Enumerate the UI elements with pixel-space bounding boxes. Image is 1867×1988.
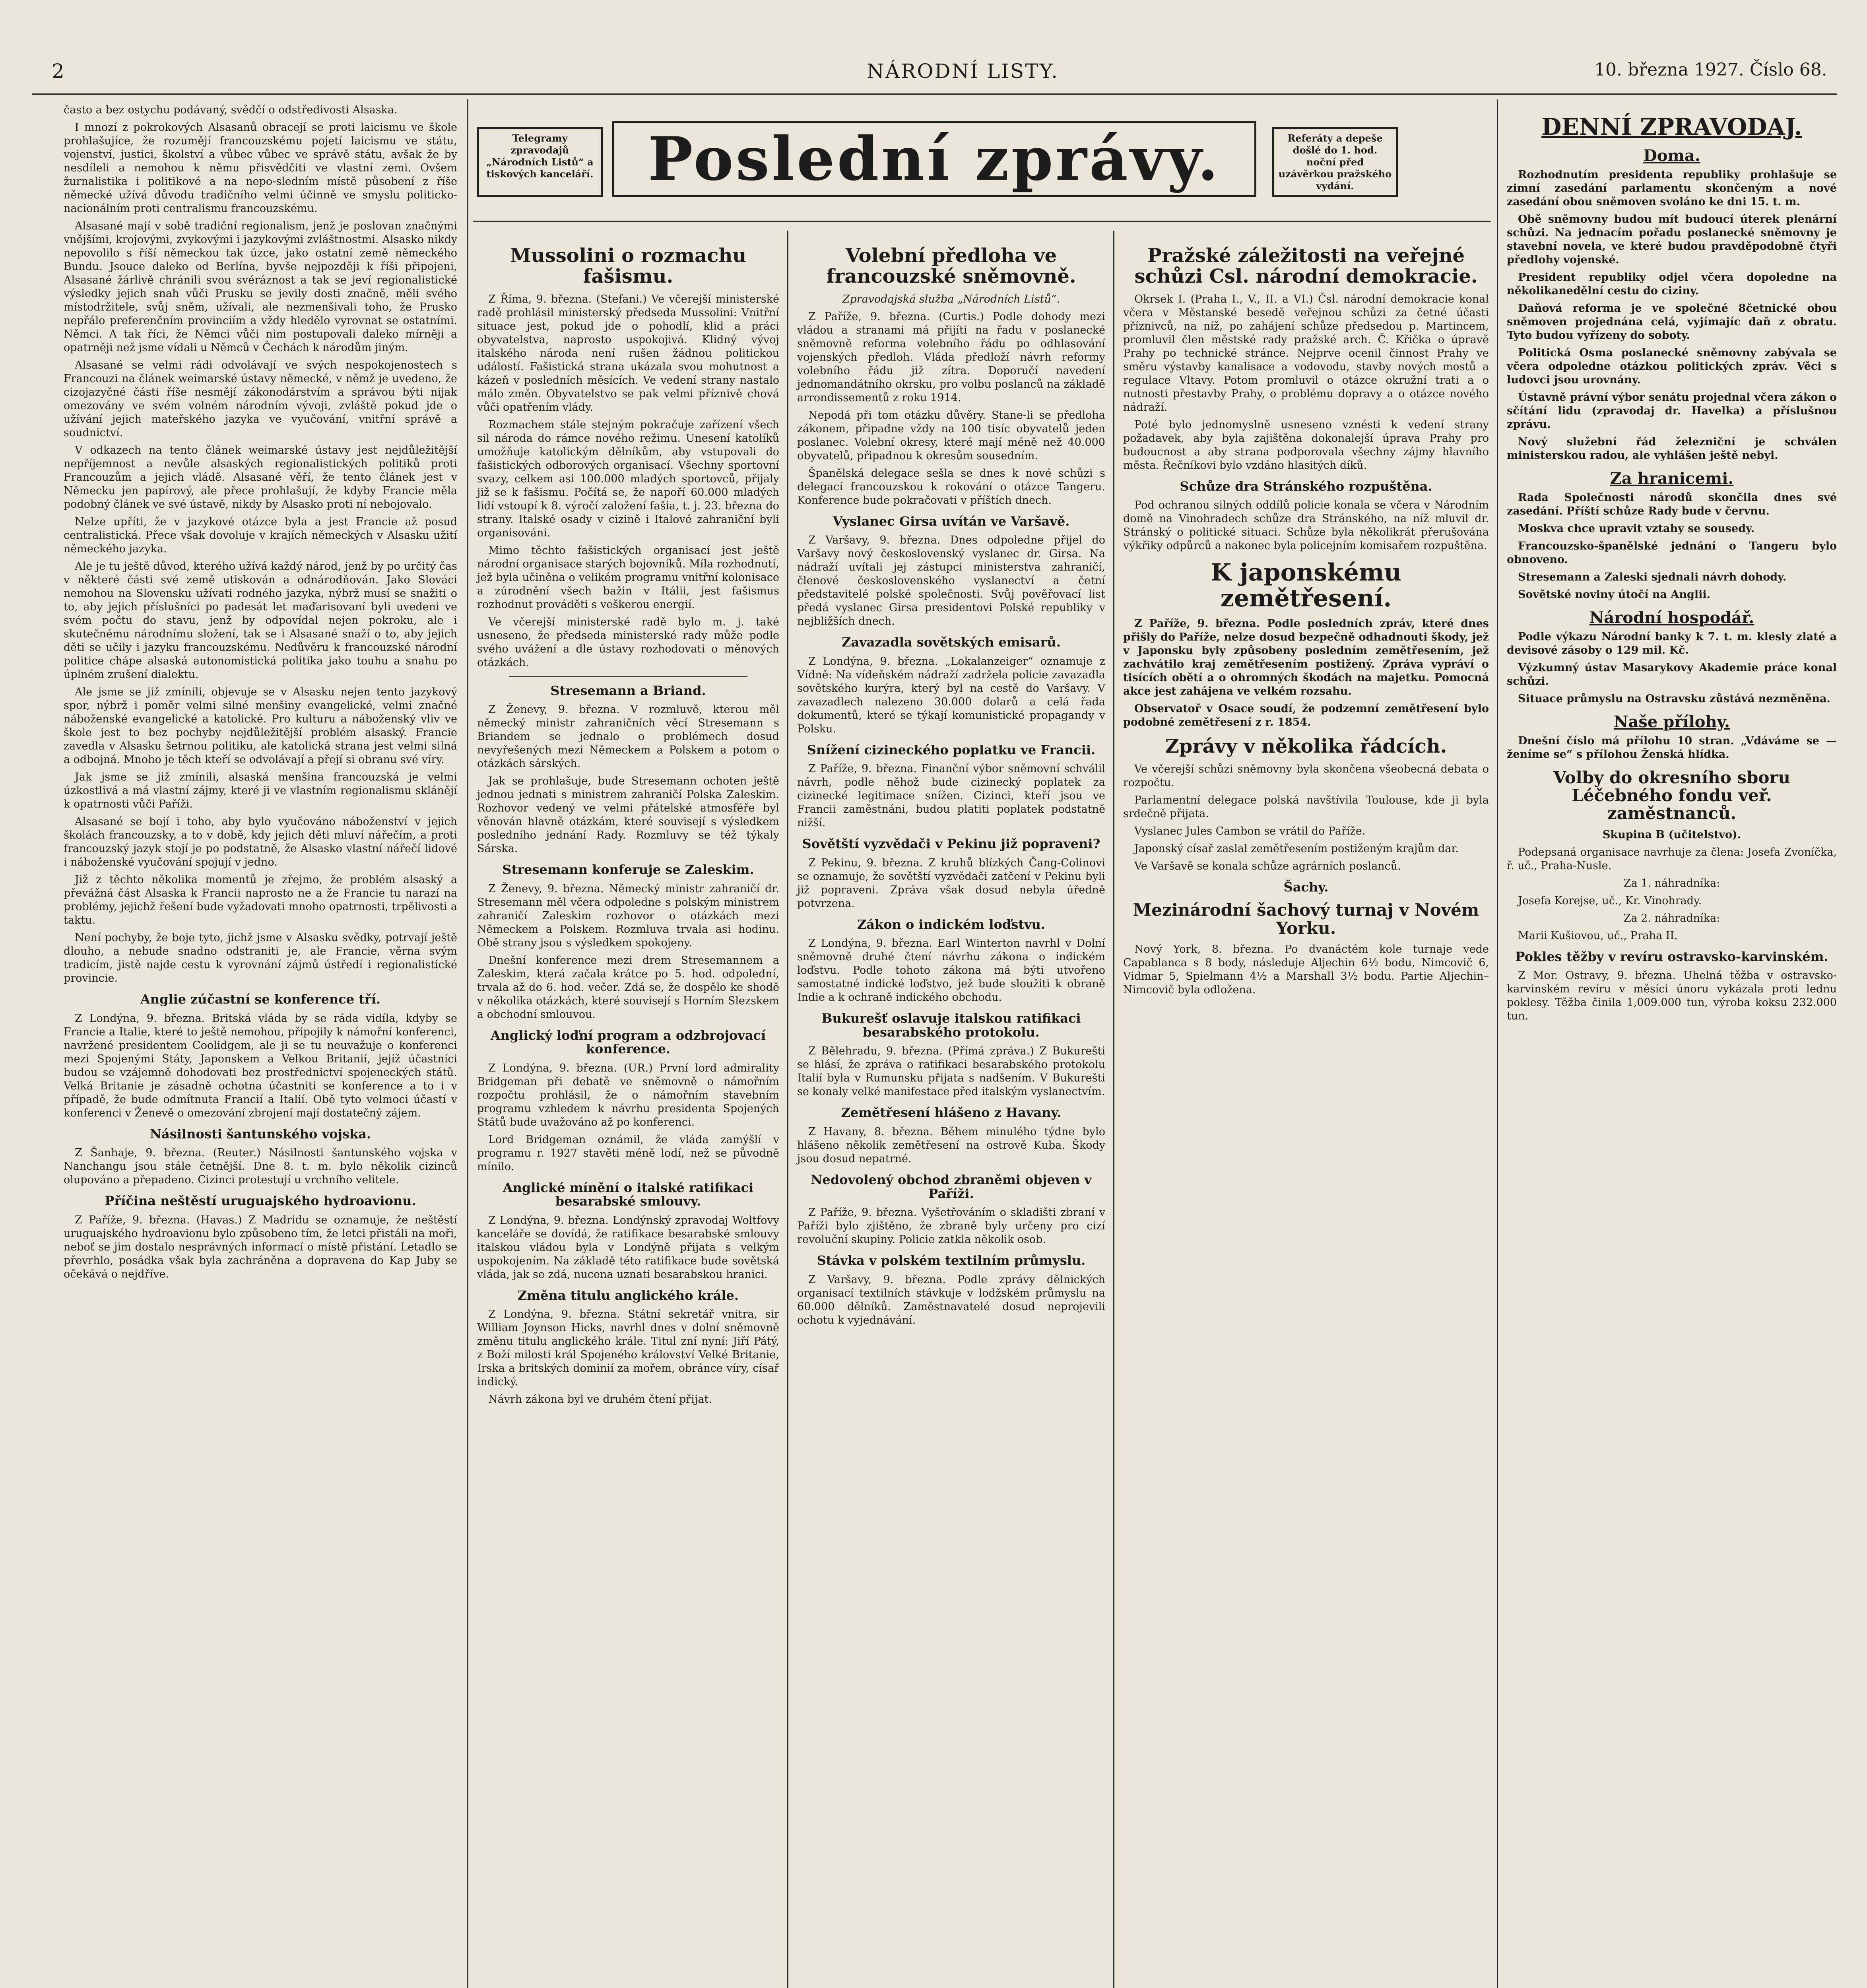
paragraph: Z Mor. Ostravy, 9. března. Uhelná těžba v ostravsko-karvinském revíru v měsíci únoru vykázala proti lednu poklesy. Těžba činila 1,009.000 tun, výroba koksu 232.000 tun. [1507, 969, 1837, 1023]
section-heading: DENNÍ ZPRAVODAJ. [1541, 113, 1802, 140]
headline: Stávka v polském textilním průmyslu. [817, 1253, 1086, 1268]
banner-title-box [612, 121, 1256, 197]
headline: Bukurešť oslavuje italskou ratifikaci besarabského protokolu. [821, 1011, 1081, 1040]
paragraph: Moskva chce upravit vztahy se sousedy. [1518, 522, 1755, 535]
paragraph: Dnešní konference mezi drem Stresemannem a Zaleskim, která začala krátce po 5. hod. odpolední, trvala až do 6. hod. večer. Zdá se, že dospělo ke shodě v několika otázkách, které souvisejí s Horním Slezskem a obchodní smlouvou. [477, 954, 779, 1021]
paragraph: Z Varšavy, 9. března. Podle zprávy dělnických organisací textilních stávkuje v lodžském průmyslu na 60.000 dělníků. Zaměstnavatelé dosud neprojevili ochotu k vyjednávání. [797, 1273, 1105, 1326]
paragraph: Výzkumný ústav Masarykovy Akademie práce konal schůzi. [1507, 661, 1837, 687]
paragraph: Rada Společnosti národů skončila dnes své zasedání. Příští schůze Rady bude v červnu. [1507, 491, 1837, 517]
paragraph: Rozhodnutím presidenta republiky prohlašuje se zimní zasedání parlamentu skončeným a nové zasedání obou sněmoven svoláno ke dni 15. t. m. [1507, 168, 1837, 208]
paragraph: Není pochyby, že boje tyto, jichž jsme v Alsasku svědky, potrvají ještě dlouho, a nebude snadno odstraniti je, ale Francie, věrna svým tradicím, jistě najde cestu k vyrovnání zájmů ústředí i regionalistické provincie. [64, 932, 457, 984]
column-separator [1113, 231, 1114, 1988]
column-separator [787, 231, 788, 1988]
paragraph: Z Šanhaje, 9. března. (Reuter.) Násilnosti šantunského vojska v Nanchangu jsou stále četnější. Dne 8. t. m. bylo několik cizinců olupováno a přepadeno. Cizinci protestují u vrchního velitele. [64, 1147, 457, 1186]
column-4 [1123, 239, 1489, 1001]
headline: Sovětští vyzvědači v Pekinu již popraveni? [802, 836, 1100, 852]
headline: Volby do okresního sboru Léčebného fondu veř. zaměstnanců. [1553, 767, 1791, 823]
paragraph: Ve Varšavě se konala schůze agrárních poslanců. [1134, 860, 1401, 872]
paragraph: Z Pekinu, 9. března. Z kruhů blízkých Čang-Colinovi se oznamuje, že sovětští vyzvědači zatčení v Pekinu byli již popraveni. Zpráva však dosud nebyla úředně potvrzena. [797, 856, 1105, 910]
banner-title: Poslední zprávy. [648, 124, 1221, 194]
column-separator [1497, 99, 1498, 1988]
paragraph: Z Paříže, 9. března. Podle posledních zpráv, které dnes přišly do Paříže, nelze dosud bezpečně odhadnouti škody, jež v Japonsku byly způsobeny posledním zemětřesením, jež zachvátilo kraj zemětřesením postižený. Zpráva vypráví o tisících obětí a o ohromných škodách na majetku. Pomocná akce jest zahájena ve velkém rozsahu. [1123, 617, 1489, 697]
paragraph: Z Londýna, 9. března. Státní sekretář vnitra, sir William Joynson Hicks, navrhl dnes v dolní sněmovně změnu titulu anglického krále. Titul zní nyní: Jiří Pátý, z Boží milosti král Spojeného království Velké Britanie, Irska a britských dominií za mořem, obránce víry, císař indický. [477, 1308, 779, 1388]
paragraph: Z Londýna, 9. března. (UR.) První lord admirality Bridgeman při debatě ve sněmovně o námořním rozpočtu prohlásil, že o námořním stavebním programu vzhledem k návrhu presidenta Spojených Států bude uvažováno až po konferenci. [477, 1062, 779, 1128]
banner-left-text: Telegramy zpravodajů „Národních Listů“ a tiskových kanceláří. [486, 132, 594, 180]
headline: Snížení cizineckého poplatku ve Francii. [807, 742, 1096, 757]
column-1 [64, 103, 457, 1285]
byline: Zpravodajská služba „Národních Listů“. [842, 293, 1060, 305]
paragraph: Alsasané se bojí i toho, aby bylo vyučováno náboženství v jejich školách francouzsky, a to v době, kdy jejich děti mluví nářečím, a proti francouzský jazyk stojí je po podstatně, že Alsasko vlastní nářečí lidové i náboženské vyučování spojují v jedno. [64, 815, 457, 868]
column-2 [477, 239, 779, 1410]
headline: Násilnosti šantunského vojska. [149, 1126, 371, 1142]
column-separator [467, 99, 468, 1988]
paragraph: Nový York, 8. března. Po dvanáctém kole turnaje vede Capablanca s 8 body, následuje Aljechin 6½ bodu, Nimcovič 6, Vidmar 5, Spielmann 4½ a Marshall 3½ bodu. Partie Aljechin–Nimcovič byla odložena. [1123, 943, 1489, 996]
paragraph: Za 2. náhradníka: [1623, 912, 1720, 924]
paragraph: Ale jsme se již zmínili, objevuje se v Alsasku nejen tento jazykový spor, nýbrž i poměr velmi silné menšiny evangelické, velmi značné náboženské evangelické a katolické. Pro kulturu a náboženský vliv ve škole jest to bez pochyby nejdůležitější problém alsaský. Francie zavedla v Alsasku šetrnou politiku, ale katolická strana jest velmi silná a odbojná. Mnoho je těch kteří se odvolávají a přejí si obranu své víry. [64, 686, 457, 766]
headline: Anglie zúčastní se konference tří. [140, 992, 381, 1007]
paragraph: Z Havany, 8. března. Během minulého týdne bylo hlášeno několik zemětřesení na ostrově Kuba. Škody jsou dosud nepatrné. [797, 1126, 1105, 1165]
paragraph: Z Londýna, 9. března. Earl Winterton navrhl v Dolní sněmovně druhé čtení návrhu zákona o indickém loďstvu. Podle tohoto zákona má býti utvořeno samostatné indické loďstvo, jež bude sloužiti k obraně Indie a k ochraně indického obchodu. [797, 937, 1105, 1004]
paragraph: Nepodá při tom otázku důvěry. Stane-li se předloha zákonem, připadne vždy na 100 tisíc obyvatelů jeden poslanec. Volební okresy, které mají méně než 40.000 obyvatelů, připadnou k okresům sousedním. [797, 409, 1105, 462]
subsection-heading: Za hranicemi. [1610, 469, 1734, 488]
headline: Nedovolený obchod zbraněmi objeven v Paříži. [811, 1172, 1092, 1201]
paragraph: Rozmachem stále stejným pokračuje zařízení všech sil národa do rámce nového režimu. Unesení katolíků umožňuje katolickým dělníkům, aby vstupovali do fašistických odborových organisací. Všechny sportovní svazy, celkem asi 100.000 mladých sportovců, přijaly již se k fašismu. Počítá se, že napoří 60.000 mladých lidí vstoupí k 8. výročí založení fašia, t. j. 23. března do strany. Italské osady v cizině i Italové zahraniční byli organisováni. [477, 418, 779, 539]
paragraph: Z Londýna, 9. března. „Lokalanzeiger“ oznamuje z Vídně: Na vídeňském nádraží zadržela policie zavazadla sovětského kurýra, který byl na cestě do Varšavy. V zavazadlech nalezeno 30.000 dolarů a celá řada dokumentů, které se týkají komunistické propagandy v Polsku. [797, 655, 1105, 735]
paragraph: Nelze upříti, že v jazykové otázce byla a jest Francie až posud centralistická. Přece však dovoluje v krajích německých v Alsasku užití německého jazyka. [64, 516, 457, 555]
paragraph: Z Londýna, 9. března. Britská vláda by se ráda vidíla, kdyby se Francie a Italie, které to ještě nemohou, připojily k námořní konferenci, navržené presidentem Coolidgem, ale ji se tu neuvažuje o konferenci mezi Spojenými Státy, Japonskem a Velkou Britanií, jejíž účastníci budou se vzájemně dohodovati bez prostřednictví spojeneckých států. Velká Britanie je zásadně ochotna účastniti se konference a to i v případě, že bude odmítnuta Francií a Italií. Obě tyto velmoci účastí v konferenci v Ženevě o omezování zbrojení mají dostatečný zájem. [64, 1012, 457, 1119]
paragraph: Podle výkazu Národní banky k 7. t. m. klesly zlaté a devisové zásoby o 129 mil. Kč. [1507, 630, 1837, 656]
section-heading: Šachy. [1283, 879, 1329, 895]
paragraph: Daňová reforma je ve společné 8četnické obou sněmoven projednána celá, vyjímajíc daň z obratu. Tyto budou vyřízeny do soboty. [1507, 302, 1837, 342]
headline: Zemětřesení hlášeno z Havany. [841, 1105, 1062, 1120]
paragraph: Dnešní číslo má přílohu 10 stran. „Vdáváme se — ženíme se“ s přílohou Ženská hlídka. [1507, 734, 1837, 761]
banner-right-box [1272, 127, 1398, 197]
paragraph: Alsasané se velmi rádi odvolávají ve svých nespokojenostech s Francouzi na článek weimarské ústavy německé, v němž je uvedeno, že cizojazyčné části říše nesmějí zákonodárstvím a správou býti nijak omezovány ve svém volném národním vývoji, zvláště pokud jde o užívání jejich mateřského jazyka ve vyučování, vnitřní správě a soudnictví. [64, 359, 457, 439]
headline: Schůze dra Stránského rozpuštěna. [1180, 478, 1432, 494]
paragraph: Japonský císař zaslal zemětřesením postiženým krajům dar. [1134, 842, 1459, 855]
paragraph: Z Bělehradu, 9. března. (Přímá zpráva.) Z Bukurešti se hlásí, že zpráva o ratifikaci besarabského protokolu Italií byla v Rumunsku přijata s nadšením. V Bukurešti se konaly velké manifestace před italským vyslanectvím. [797, 1045, 1105, 1098]
paragraph: Z Říma, 9. března. (Stefani.) Ve včerejší ministerské radě prohlásil ministerský předseda Mussolini: Vnitřní situace jest, pokud jde o pohodlí, klid a práci obyvatelstva, naprosto uspokojivá. Klidný vývoj italského národa není rušen žádnou politickou událostí. Fašistická strana ukázala svou mohutnost a kázeň v posledních měsících. Ve vedení strany nastalo málo změn. Obyvatelstvo se pak velmi příznivě chová vůči opatřením vlády. [477, 293, 779, 414]
paragraph: Z Paříže, 9. března. Finanční výbor sněmovní schválil návrh, podle něhož bude cizinecký poplatek za cizinecké legitimace snížen. Cizinci, kteří jsou ve Francii zaměstnáni, budou platiti poplatek podstatně nižší. [797, 763, 1105, 829]
paragraph: Za 1. náhradníka: [1623, 877, 1720, 889]
headline: Stresemann konferuje se Zaleskim. [502, 862, 754, 878]
banner-left-box [477, 127, 603, 197]
paragraph: Obě sněmovny budou mít budoucí úterek plenární schůzi. Na jednacím pořadu poslanecké sněmovny je stavební novela, ve které budou pravděpodobně čtyři předlohy vojenské. [1507, 213, 1837, 266]
paragraph: I mnozí z pokrokových Alsasanů obracejí se proti laicismu ve škole prohlašujíce, že rozumějí francouzskému pojetí laicismu ve státu, vojenství, justici, školství a vůbec vůbec ve správě státu, avšak že by nesdíleli a nemohou k němu přisvědčiti ve vlastní zemi. Ovšem žurnalistika i politikové a na nepo-sledním místě působení z říše německé užívá důvodu tradičního velmi účinně ve smyslu politicko-nacionálním proti centralismu francouzskému. [64, 121, 457, 215]
paragraph: Z Londýna, 9. března. Londýnský zpravodaj Woltfovy kanceláře se dovídá, že ratifikace besarabské smlouvy italskou vládou byla v Londýně přijata s velkým uspokojením. Na základě této ratifikace bude sovětská vláda, jak se zdá, nucena uznati besarabskou hranici. [477, 1214, 779, 1281]
paragraph: Jak se prohlašuje, bude Stresemann ochoten ještě jednou jednati s ministrem zahraničí Polska Zaleskim. Rozhovor vedený ve velmi přátelské atmosféře byl věnován hlavně otázkám, které souvisejí s výsledkem posledního jednání Rady. Rozmluvy se též týkaly Sárska. [477, 775, 779, 855]
paragraph: Vyslanec Jules Cambon se vrátil do Paříže. [1134, 825, 1366, 837]
paragraph: Observatoř v Osace soudí, že podzemní zemětřesení bylo podobné zemětřesení z r. 1854. [1123, 702, 1489, 728]
paragraph: Okrsek I. (Praha I., V., II. a VI.) Čsl. národní demokracie konal včera v Městanské besedě veřejnou schůzi za četné účasti příznivců, na níž, po zahájení schůze předsedou p. Martincem, promluvil člen městské rady pražské arch. Č. Křička o úpravě Prahy po technické stránce. Nejprve ocenil činnost Prahy ve směru výstavby kanalisace a vodovodu, stavby nových mostů a regulace Vltavy. Potom promluvil o otázce okružní trati a o nutnosti přestavby Prahy, o problému dopravy a o otázce nového nádraží. [1123, 293, 1489, 414]
paragraph: Poté bylo jednomyslně usneseno vznésti k vedení strany požadavek, aby byla zajištěna dokonalejší úprava Prahy pro budoucnost a aby strana podporovala všechny zájmy hlavního města. Řečníkovi bylo vzdáno hlasitých díků. [1123, 418, 1489, 472]
paragraph: Alsasané mají v sobě tradiční regionalism, jenž je poslovan značnými vnějšími, krojovými, zvykovými i jazykovými zvláštnostmi. Alsasko nikdy nepovolilo s říší německou tak úzce, jako ostatní země německého Bundu. Jsouce daleko od Berlína, byvše nejpozději k říši připojeni, Alsasané žárlivě chránili svou svéráznost a tak se jeví regionalistické výsledky jejich snah vůči Prusku se jevily dosti značně, měli svého místodržitele, svůj sněm, užívali, ale nezmenšivali toho, že Prusko nepřálo preferenčním provinciím a vždy hledělo vyrovnat se ostatními. Němci. A tak říci, že Němci vůči nim postupovali daleko mírněji a opatrněji než jsme vídali u Němců v Čechách k národům jiným. [64, 220, 457, 354]
paragraph: Mimo těchto fašistických organisací jest ještě národní organisace starých bojovníků. Míla rozhodnutí, jež byla učiněna o velikém programu vnitřní kolonisace a zúrodnění všech bažin v Itálii, jest fašismus rozhodnut prováděti s veškerou energií. [477, 544, 779, 611]
header-rule [32, 93, 1837, 95]
banner-right-text: Referáty a depeše došlé do 1. hod. noční před uzávěrkou pražského vydání. [1278, 132, 1392, 192]
paragraph: Ve včerejší schůzi sněmovny byla skončena všeobecná debata o rozpočtu. [1123, 763, 1489, 789]
headline: Příčina neštěstí uruguajského hydroavionu. [105, 1193, 416, 1209]
paragraph: Z Paříže, 9. března. (Curtis.) Podle dohody mezi vládou a stranami má přijíti na řadu v poslanecké sněmovně reforma volebního řádu po odhlasování vojenských předloh. Vláda předloží návrh reformy volebního řádu již zítra. Doporučí navedení jednomandátního okrsku, pro volbu poslanců na základě arrondissementů z roku 1914. [797, 310, 1105, 404]
paragraph: Parlamentní delegace polská navštívila Toulouse, kde ji byla srdečně přijata. [1123, 794, 1489, 820]
paragraph: Ve včerejší ministerské radě bylo m. j. také usneseno, že předseda ministerské rady může podle svého uvážení a dle ústavy rozhodovati o měnových otázkách. [477, 615, 779, 669]
paragraph: Z Ženevy, 9. března. V rozmluvě, kterou měl německý ministr zahraničních věcí Stresemann s Briandem se jednalo o problémech dosud nevyřešených mezi Německem a Polskem a potom o otázkách sárských. [477, 703, 779, 770]
banner-rule [473, 221, 1491, 222]
masthead: NÁRODNÍ LISTY. [867, 60, 1059, 83]
paragraph: Z Paříže, 9. března. (Havas.) Z Madridu se oznamuje, že neštěstí uruguajského hydroavionu bylo způsobeno tím, že letci přistáli na moři, neboť se jim dostalo nesprávných informací o místě přistání. Letadlo se převrhlo, posádka však byla zachráněna a dopravena do Kap Juby se očekává o nejdříve. [64, 1213, 457, 1280]
paragraph: Marii Kušiovou, uč., Praha II. [1518, 929, 1678, 942]
paragraph: Návrh zákona byl ve druhém čtení přijat. [488, 1393, 712, 1406]
headline: Mezinárodní šachový turnaj v Novém Yorku. [1133, 900, 1479, 938]
paragraph: President republiky odjel včera dopoledne na několikanedělní cestu do ciziny. [1507, 271, 1837, 297]
paragraph: Pod ochranou silných oddílů policie konala se včera v Národním domě na Vinohradech schůze dra Stránského, na níž mluvil dr. Stránský o politické situaci. Schůze byla několikrát přerušována výkřiky odpůrců a nakonec byla policejním komisařem rozpuštěna. [1123, 499, 1489, 552]
headline: Zavazadla sovětských emisarů. [842, 635, 1061, 650]
paragraph: Nový služební řád železniční je schválen ministerskou radou, ale vyhlášen ještě nebyl. [1507, 435, 1837, 462]
paragraph: Sovětské noviny útočí na Anglii. [1518, 588, 1710, 601]
page-number: 2 [52, 60, 64, 83]
headline: Pokles těžby v revíru ostravsko-karvinském. [1515, 949, 1828, 964]
headline: Stresemann a Briand. [550, 683, 706, 698]
subsection-heading: Doma. [1643, 146, 1700, 165]
headline: K japonskému zemětřesení. [1211, 559, 1401, 612]
paragraph: Ale je tu ještě důvod, kterého užívá každý národ, jenž by po určitý čas v některé části své země utiskován a odnárodňován. Jako Slováci nemohou na Slovensku užívati rodného jazyka, nýbrž musí se snažiti o to, aby jejich příslušníci po padesát let maďarisovaní byli uvedeni ve svém počtu do stavu, jenž by odpovídal nejen pokroku, ale i skutečnému národnímu složení, tak se i Alsasané snaží o to, aby jejich děti se učily i jazyku francouzskému. Nedůvěru k francouzské národní politice chápe alsaská autonomistická politika jako touhu a snahu po úplném zrušení dialektu. [64, 560, 457, 681]
divider [509, 676, 747, 677]
paragraph: často a bez ostychu podávaný, svědčí o odstředivosti Alsaska. [64, 104, 398, 116]
headline: Vyslanec Girsa uvítán ve Varšavě. [833, 513, 1070, 529]
paragraph: Španělská delegace sešla se dnes k nové schůzi s delegací francouzskou k rokování o otázce Tangeru. Konference bude pokračovati v příštích dnech. [797, 467, 1105, 507]
paragraph: Již z těchto několika momentů je zřejmo, že problém alsaský a převážná část Alsaska k Francii naprosto ne a že Francie tu narazí na problémy, jejichž řešení bude vyžadovati mnoho opatrnosti, trpělivosti a taktu. [64, 874, 457, 926]
headline: Změna titulu anglického krále. [517, 1287, 739, 1303]
headline: Zákon o indickém loďstvu. [857, 916, 1046, 932]
subsection-heading: Naše přílohy. [1613, 712, 1730, 731]
paragraph: Situace průmyslu na Ostravsku zůstává nezměněna. [1518, 692, 1830, 705]
headline: Zprávy v několika řádcích. [1165, 735, 1447, 757]
headline: Mussolini o rozmachu fašismu. [510, 245, 747, 287]
paragraph: Politická Osma poslanecké sněmovny zabývala se včera odpoledne otázkou politických zpráv. Věci s ludovci jsou urovnány. [1507, 346, 1837, 386]
headline: Anglické mínění o italské ratifikaci besarabské smlouvy. [503, 1180, 754, 1209]
paragraph: Stresemann a Zaleski sjednali návrh dohody. [1518, 571, 1787, 583]
headline: Volební předloha ve francouzské sněmovně. [826, 245, 1076, 287]
paragraph: V odkazech na tento článek weimarské ústavy jest nejdůležitější nepříjemnost a nevůle alsaských regionalistických politiků proti Francouzům a jejich vládě. Alsasané věří, že tento článek jest v Německu jen papírový, ale přece prohlašují, že kdyby Francie měla podobný článek ve své ústavě, nikdy by Alsasko proti ní nebojovalo. [64, 444, 457, 511]
paragraph: Jak jsme se již zmínili, alsaská menšina francouzská je velmi úzkostlivá a má vlastní zájmy, které ji ve vlastním regionalismu sklánějí k opatrnosti vůči Paříži. [64, 771, 457, 810]
headline: Anglický loďní program a odzbrojovací konference. [490, 1027, 766, 1057]
column-5 [1507, 107, 1837, 1027]
paragraph: Podepsaná organisace navrhuje za člena: Josefa Zvoníčka, ř. uč., Praha-Nusle. [1507, 846, 1837, 872]
headline: Pražské záležitosti na veřejné schůzi Csl. národní demokracie. [1134, 245, 1478, 287]
paragraph: Z Ženevy, 9. března. Německý ministr zahraničí dr. Stresemann měl včera odpoledne s polským ministrem zahraničí Zaleskim rozhovor o otázkách mezi Německem a Polskem. Rozmluva trvala asi hodinu. Obě strany jsou s výsledkem spokojeny. [477, 882, 779, 949]
date-issue: 10. března 1927. Číslo 68. [1594, 60, 1827, 80]
column-3 [797, 239, 1105, 1331]
paragraph: Skupina B (učitelstvo). [1602, 828, 1741, 841]
paragraph: Z Paříže, 9. března. Vyšetřováním o skladišti zbraní v Paříži bylo zjištěno, že zbraně byly určeny pro cizí revoluční skupiny. Policie zatkla několik osob. [797, 1206, 1105, 1246]
subsection-heading: Národní hospodář. [1589, 608, 1754, 627]
paragraph: Lord Bridgeman oznámil, že vláda zamýšlí v programu r. 1927 stavěti méně lodí, než se původně mínilo. [477, 1133, 779, 1173]
paragraph: Z Varšavy, 9. března. Dnes odpoledne přijel do Varšavy nový československý vyslanec dr. Girsa. Na nádraží uvítali jej zástupci ministerstva zahraničí, členové československého vyslanectví a četní představitelé polské společnosti. Svůj pověřovací list předá vyslanec Girsa presidentovi Polské republiky v nejbližších dnech. [797, 534, 1105, 628]
paragraph: Josefa Korejse, uč., Kr. Vinohrady. [1518, 894, 1702, 907]
paragraph: Ústavně právní výbor senátu projednal včera zákon o sčítání lidu (zpravodaj dr. Havelka) a příslušnou zprávu. [1507, 391, 1837, 431]
paragraph: Francouzsko-španělské jednání o Tangeru bylo obnoveno. [1507, 540, 1837, 566]
